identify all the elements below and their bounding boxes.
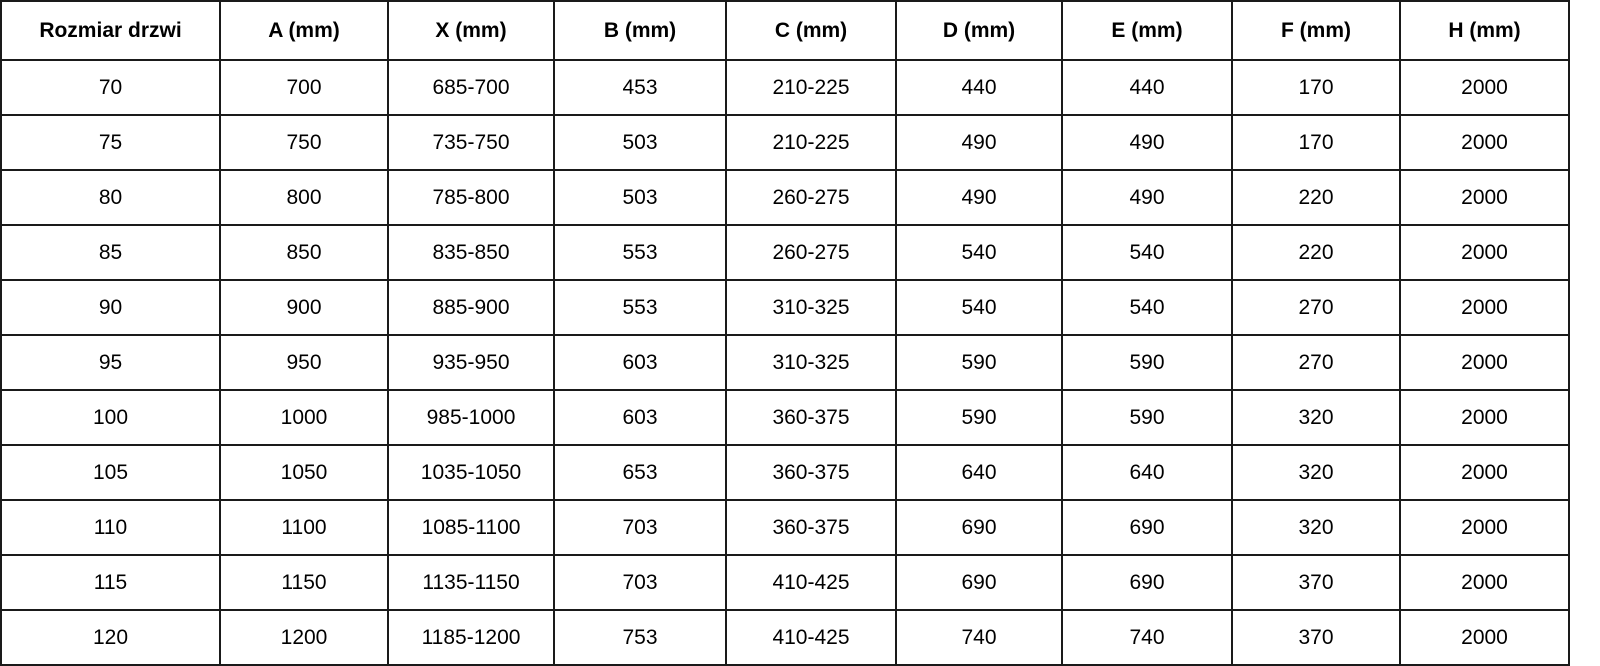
cell-c: 260-275	[726, 170, 896, 225]
table-body	[1, 60, 1569, 665]
cell-h: 2000	[1400, 445, 1569, 500]
cell-door-size: 75	[1, 115, 220, 170]
cell-x: 835-850	[388, 225, 554, 280]
cell-e: 440	[1062, 60, 1232, 115]
cell-c: 210-225	[726, 115, 896, 170]
cell-e: 590	[1062, 390, 1232, 445]
cell-door-size: 110	[1, 500, 220, 555]
cell-e: 540	[1062, 280, 1232, 335]
column-header-f: F (mm)	[1232, 1, 1400, 60]
table-row	[1, 280, 1569, 335]
cell-f: 270	[1232, 280, 1400, 335]
cell-d: 640	[896, 445, 1062, 500]
cell-c: 360-375	[726, 500, 896, 555]
cell-a: 1150	[220, 555, 388, 610]
cell-h: 2000	[1400, 390, 1569, 445]
cell-door-size: 95	[1, 335, 220, 390]
cell-f: 370	[1232, 610, 1400, 665]
cell-f: 320	[1232, 500, 1400, 555]
column-header-b: B (mm)	[554, 1, 726, 60]
cell-d: 690	[896, 500, 1062, 555]
cell-e: 540	[1062, 225, 1232, 280]
cell-c: 410-425	[726, 610, 896, 665]
cell-e: 490	[1062, 115, 1232, 170]
table-row	[1, 170, 1569, 225]
cell-c: 310-325	[726, 335, 896, 390]
cell-h: 2000	[1400, 60, 1569, 115]
cell-x: 985-1000	[388, 390, 554, 445]
cell-c: 360-375	[726, 445, 896, 500]
cell-b: 653	[554, 445, 726, 500]
cell-e: 640	[1062, 445, 1232, 500]
table-row	[1, 115, 1569, 170]
cell-d: 490	[896, 115, 1062, 170]
column-header-door-size: Rozmiar drzwi	[1, 1, 220, 60]
cell-a: 1100	[220, 500, 388, 555]
cell-x: 1085-1100	[388, 500, 554, 555]
cell-door-size: 70	[1, 60, 220, 115]
cell-a: 900	[220, 280, 388, 335]
cell-door-size: 105	[1, 445, 220, 500]
cell-d: 590	[896, 335, 1062, 390]
cell-h: 2000	[1400, 555, 1569, 610]
cell-b: 603	[554, 335, 726, 390]
cell-d: 540	[896, 280, 1062, 335]
cell-d: 440	[896, 60, 1062, 115]
cell-b: 703	[554, 555, 726, 610]
cell-f: 220	[1232, 225, 1400, 280]
cell-c: 310-325	[726, 280, 896, 335]
cell-x: 885-900	[388, 280, 554, 335]
cell-b: 753	[554, 610, 726, 665]
cell-e: 740	[1062, 610, 1232, 665]
cell-a: 800	[220, 170, 388, 225]
cell-h: 2000	[1400, 500, 1569, 555]
table-row	[1, 555, 1569, 610]
cell-e: 590	[1062, 335, 1232, 390]
cell-b: 553	[554, 280, 726, 335]
table-row	[1, 500, 1569, 555]
column-header-a: A (mm)	[220, 1, 388, 60]
cell-a: 700	[220, 60, 388, 115]
cell-h: 2000	[1400, 280, 1569, 335]
cell-x: 1035-1050	[388, 445, 554, 500]
cell-b: 503	[554, 115, 726, 170]
cell-a: 1050	[220, 445, 388, 500]
table-header-row	[1, 1, 1569, 60]
cell-door-size: 90	[1, 280, 220, 335]
cell-b: 703	[554, 500, 726, 555]
table-row	[1, 445, 1569, 500]
cell-d: 540	[896, 225, 1062, 280]
cell-e: 690	[1062, 500, 1232, 555]
cell-h: 2000	[1400, 225, 1569, 280]
cell-d: 490	[896, 170, 1062, 225]
cell-f: 170	[1232, 60, 1400, 115]
cell-a: 750	[220, 115, 388, 170]
cell-h: 2000	[1400, 115, 1569, 170]
cell-b: 503	[554, 170, 726, 225]
cell-f: 370	[1232, 555, 1400, 610]
cell-x: 685-700	[388, 60, 554, 115]
cell-x: 935-950	[388, 335, 554, 390]
cell-x: 1185-1200	[388, 610, 554, 665]
cell-a: 950	[220, 335, 388, 390]
cell-a: 850	[220, 225, 388, 280]
cell-d: 740	[896, 610, 1062, 665]
cell-c: 360-375	[726, 390, 896, 445]
table-row	[1, 390, 1569, 445]
table-header	[1, 1, 1569, 60]
cell-x: 785-800	[388, 170, 554, 225]
cell-door-size: 115	[1, 555, 220, 610]
cell-b: 603	[554, 390, 726, 445]
table-row	[1, 225, 1569, 280]
cell-f: 270	[1232, 335, 1400, 390]
column-header-c: C (mm)	[726, 1, 896, 60]
cell-door-size: 85	[1, 225, 220, 280]
cell-f: 320	[1232, 445, 1400, 500]
cell-door-size: 120	[1, 610, 220, 665]
table-row	[1, 60, 1569, 115]
cell-x: 1135-1150	[388, 555, 554, 610]
cell-c: 260-275	[726, 225, 896, 280]
cell-h: 2000	[1400, 335, 1569, 390]
cell-door-size: 80	[1, 170, 220, 225]
column-header-x: X (mm)	[388, 1, 554, 60]
cell-door-size: 100	[1, 390, 220, 445]
cell-d: 690	[896, 555, 1062, 610]
cell-f: 320	[1232, 390, 1400, 445]
column-header-h: H (mm)	[1400, 1, 1569, 60]
cell-b: 453	[554, 60, 726, 115]
column-header-d: D (mm)	[896, 1, 1062, 60]
cell-x: 735-750	[388, 115, 554, 170]
cell-a: 1200	[220, 610, 388, 665]
cell-h: 2000	[1400, 170, 1569, 225]
table-row	[1, 610, 1569, 665]
cell-c: 410-425	[726, 555, 896, 610]
cell-f: 170	[1232, 115, 1400, 170]
cell-e: 490	[1062, 170, 1232, 225]
cell-c: 210-225	[726, 60, 896, 115]
cell-f: 220	[1232, 170, 1400, 225]
cell-h: 2000	[1400, 610, 1569, 665]
column-header-e: E (mm)	[1062, 1, 1232, 60]
cell-e: 690	[1062, 555, 1232, 610]
cell-d: 590	[896, 390, 1062, 445]
table-row	[1, 335, 1569, 390]
cell-a: 1000	[220, 390, 388, 445]
cell-b: 553	[554, 225, 726, 280]
